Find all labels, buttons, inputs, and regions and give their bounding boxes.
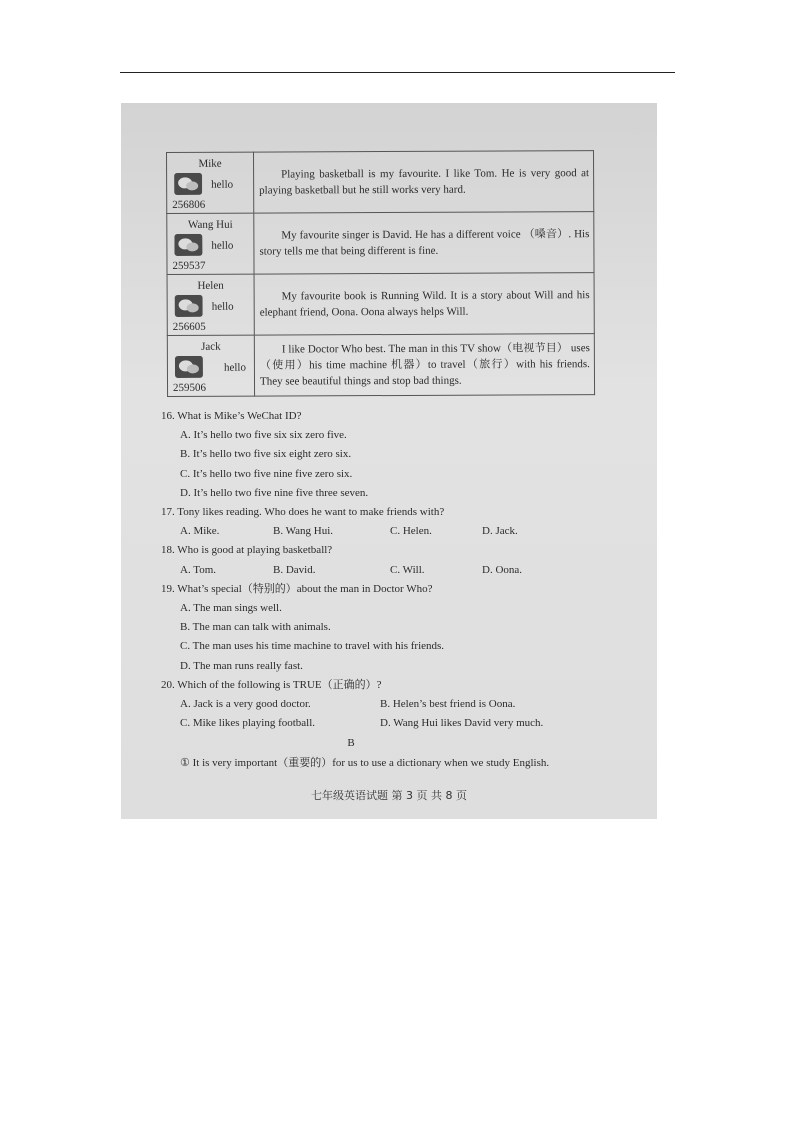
options-row-18 <box>180 561 631 580</box>
profile-name: Wang Hui <box>187 218 233 231</box>
profile-name: Mike <box>198 157 222 170</box>
option-16d: D. It’s hello two five nine five three seven. <box>180 486 369 499</box>
option-20a: A. Jack is a very good doctor. <box>180 698 311 711</box>
option-18c: C. Will. <box>390 563 425 576</box>
profile-hello: hello <box>211 300 234 313</box>
profile-id: 256806 <box>172 198 206 211</box>
profile-id-cell <box>167 213 254 274</box>
wechat-icon <box>175 356 203 378</box>
table-row <box>167 273 594 336</box>
profile-id: 259506 <box>173 381 207 394</box>
option-19b: B. The man can talk with animals. <box>180 621 331 634</box>
profile-description: Playing basketball is my favourite. I like Tom. He is very good at playing basketball but he still works very hard. <box>254 151 594 213</box>
option-19c: C. The man uses his time machine to travel with his friends. <box>180 640 445 653</box>
wechat-profiles-table <box>166 150 595 397</box>
option-16c: C. It’s hello two five nine five zero six. <box>180 467 353 480</box>
question-17: 17. Tony likes reading. Who does he want to make friends with? <box>161 506 445 519</box>
option-16b: B. It’s hello two five six eight zero six. <box>180 448 352 461</box>
question-18: 18. Who is good at playing basketball? <box>161 544 333 557</box>
question-20: 20. Which of the following is TRUE（正确的）? <box>161 678 382 691</box>
option-20d: D. Wang Hui likes David very much. <box>380 717 544 730</box>
options-row-20b <box>180 714 631 733</box>
profile-id-cell <box>167 152 254 213</box>
profile-name: Helen <box>197 279 224 292</box>
questions-block <box>161 407 631 773</box>
profile-name: Jack <box>201 340 221 353</box>
scanned-exam-page <box>121 103 657 819</box>
section-b-sentence: ① It is very important（重要的）for us to use a dictionary when we study English. <box>180 756 550 769</box>
option-17b: B. Wang Hui. <box>273 525 334 538</box>
profile-description: My favourite singer is David. He has a different voice （嗓音）. His story tells me that being different is fine. <box>254 212 594 274</box>
profile-id: 256605 <box>172 320 206 333</box>
wechat-icon <box>174 234 202 256</box>
profile-description: I like Doctor Who best. The man in this TV show（电视节目） uses（使用）his time machine 机器）to travel（旅行）with his friends. They see beautiful things and stop bad things. <box>254 334 594 396</box>
table-row <box>167 334 594 397</box>
option-19a: A. The man sings well. <box>180 602 282 615</box>
profile-hello: hello <box>211 239 234 252</box>
table-row <box>167 212 594 275</box>
option-18a: A. Tom. <box>180 563 217 576</box>
wechat-icon <box>175 295 203 317</box>
question-19: 19. What’s special（特别的）about the man in Doctor Who? <box>161 582 433 595</box>
option-17a: A. Mike. <box>180 525 220 538</box>
profile-id-cell <box>167 274 254 335</box>
wechat-icon <box>174 173 202 195</box>
option-18b: B. David. <box>273 563 316 576</box>
options-row-20a <box>180 695 631 714</box>
page-footer: 七年级英语试题 第 3 页 共 8 页 <box>311 789 467 802</box>
option-20c: C. Mike likes playing football. <box>180 717 316 730</box>
top-rule <box>120 72 675 73</box>
option-19d: D. The man runs really fast. <box>180 659 303 672</box>
profile-id-cell <box>167 335 254 396</box>
options-row-17 <box>180 522 631 541</box>
question-16: 16. What is Mike’s WeChat ID? <box>161 410 302 422</box>
section-b-heading: B <box>347 737 355 750</box>
option-17d: D. Jack. <box>482 525 518 538</box>
option-17c: C. Helen. <box>390 525 432 538</box>
profile-hello: hello <box>223 361 246 374</box>
option-16a: A. It’s hello two five six six zero five. <box>180 429 347 442</box>
profile-id: 259537 <box>172 259 206 272</box>
table-row <box>167 151 594 214</box>
option-18d: D. Oona. <box>482 563 523 576</box>
option-20b: B. Helen’s best friend is Oona. <box>380 698 516 711</box>
profile-description: My favourite book is Running Wild. It is a story about Will and his elephant friend, Oona. Oona always helps Will. <box>254 273 594 335</box>
profile-hello: hello <box>211 178 234 191</box>
